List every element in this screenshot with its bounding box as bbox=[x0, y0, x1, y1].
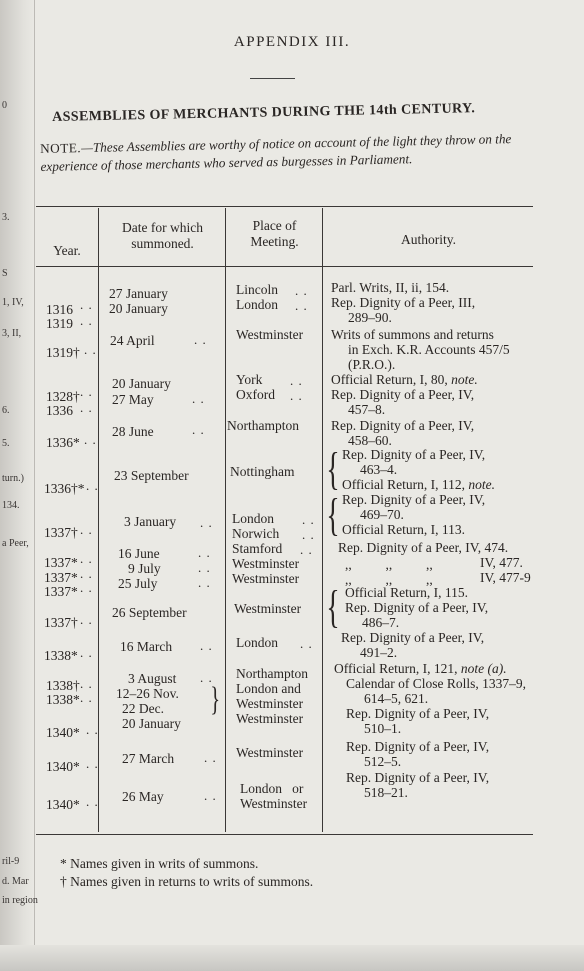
margin-fragment: ril-9 bbox=[2, 856, 20, 867]
place-cell: Oxford bbox=[236, 387, 275, 402]
place-cell: Northampton bbox=[227, 418, 299, 433]
authority-cell: in Exch. K.R. Accounts 457/5 bbox=[348, 342, 510, 357]
date-cell: 3 August bbox=[128, 671, 177, 686]
authority-cell: 491–2. bbox=[360, 645, 398, 660]
year-cell: 1337* bbox=[44, 555, 78, 570]
authority-cell: IV, 477-9 bbox=[480, 570, 531, 585]
date-cell: 26 May bbox=[122, 789, 164, 804]
page-edge-shadow bbox=[0, 945, 584, 971]
margin-fragment: a Peer, bbox=[2, 538, 29, 549]
leader-dots: . . bbox=[80, 297, 93, 312]
date-cell: 16 June bbox=[118, 546, 160, 561]
year-cell: 1316 bbox=[46, 302, 73, 317]
authority-cell: 518–21. bbox=[364, 785, 408, 800]
note-text: —These Assemblies are worthy of notice on account of the light they throw on the experience of those merchants who served as burgesses in Parliament. bbox=[40, 131, 512, 174]
margin-fragment: in region bbox=[2, 895, 38, 906]
date-cell: 28 June bbox=[112, 424, 154, 439]
place-cell: Norwich bbox=[232, 526, 280, 541]
leader-dots: . . bbox=[84, 342, 97, 357]
year-cell: 1319† bbox=[46, 345, 80, 360]
leader-dots: . . bbox=[290, 388, 303, 403]
authority-cell bbox=[331, 373, 478, 387]
year-cell: 1338* bbox=[46, 692, 80, 707]
margin-fragment: 134. bbox=[2, 500, 20, 511]
margin-fragment: 1, IV, bbox=[2, 297, 24, 308]
authority-text: Official Return, I, 112, bbox=[342, 477, 465, 492]
place-cell: London bbox=[236, 635, 278, 650]
authority-cell: 486–7. bbox=[362, 615, 400, 630]
year-cell: 1337† bbox=[44, 525, 78, 540]
leader-dots: . . bbox=[200, 515, 213, 530]
place-cell: Westminster bbox=[236, 327, 304, 342]
leader-dots: . . bbox=[295, 283, 308, 298]
leader-dots: . . bbox=[300, 542, 313, 557]
authority-cell: Rep. Dignity of a Peer, III, bbox=[331, 295, 476, 310]
leader-dots: . . bbox=[80, 522, 93, 537]
note-lead: NOTE. bbox=[40, 140, 82, 156]
table-top-rule bbox=[36, 206, 533, 207]
leader-dots: . . bbox=[300, 636, 313, 651]
authority-cell: 463–4. bbox=[360, 462, 398, 477]
column-divider bbox=[322, 208, 323, 832]
authority-text: Official Return, I, 80, bbox=[331, 372, 448, 387]
year-cell: 1338† bbox=[46, 678, 80, 693]
place-cell: Westminster bbox=[232, 556, 300, 571]
date-cell: 3 January bbox=[124, 514, 177, 529]
header-rule bbox=[250, 78, 295, 79]
appendix-header: APPENDIX III. bbox=[233, 34, 351, 50]
leader-dots: . . bbox=[198, 545, 211, 560]
authority-cell: Calendar of Close Rolls, 1337–9, bbox=[346, 676, 526, 691]
leader-dots: . . bbox=[84, 432, 97, 447]
date-cell: 26 September bbox=[112, 605, 187, 620]
place-cell: Stamford bbox=[232, 541, 283, 556]
leader-dots: . . bbox=[86, 794, 99, 809]
table-title: ASSEMBLIES OF MERCHANTS DURING THE 14th CENTURY. bbox=[52, 101, 476, 125]
authority-cell: Official Return, I, 115. bbox=[345, 585, 468, 600]
year-cell: 1337† bbox=[44, 615, 78, 630]
authority-note: note (a). bbox=[460, 661, 507, 676]
date-cell: 20 January bbox=[109, 301, 168, 316]
footnote-dagger: † Names given in returns to writs of summons. bbox=[60, 874, 314, 889]
bracket-glyph: { bbox=[326, 581, 340, 632]
authority-cell: Rep. Dignity of a Peer, IV, bbox=[342, 447, 486, 462]
authority-cell: 469–70. bbox=[360, 507, 404, 522]
authority-cell: Rep. Dignity of a Peer, IV, bbox=[331, 418, 475, 433]
authority-cell: 289–90. bbox=[348, 310, 392, 325]
margin-fragment: 0 bbox=[2, 100, 7, 111]
year-cell: 1328† bbox=[46, 389, 80, 404]
leader-dots: . . bbox=[192, 391, 205, 406]
place-cell: Lincoln bbox=[236, 282, 278, 297]
place-cell: Northampton bbox=[236, 666, 308, 681]
authority-cell: Rep. Dignity of a Peer, IV, 474. bbox=[338, 540, 509, 555]
date-cell: 16 March bbox=[120, 639, 173, 654]
leader-dots: . . bbox=[86, 722, 99, 737]
leader-dots: . . bbox=[80, 612, 93, 627]
year-cell: 1338* bbox=[44, 648, 78, 663]
leader-dots: . . bbox=[80, 645, 93, 660]
margin-fragment: turn.) bbox=[2, 473, 24, 484]
leader-dots: . . bbox=[80, 313, 93, 328]
authority-cell: IV, 477. bbox=[480, 555, 523, 570]
place-cell: London or bbox=[240, 781, 304, 796]
date-cell: 20 January bbox=[122, 716, 181, 731]
authority-cell: Rep. Dignity of a Peer, IV, bbox=[345, 600, 489, 615]
footnote-star: * Names given in writs of summons. bbox=[60, 856, 259, 871]
ditto-marks: ,, ,, ,, bbox=[345, 572, 433, 587]
date-cell: 9 July bbox=[128, 561, 161, 576]
leader-dots: . . bbox=[86, 478, 99, 493]
margin-fragment: S bbox=[2, 268, 8, 279]
date-cell: 25 July bbox=[118, 576, 158, 591]
leader-dots: . . bbox=[290, 373, 303, 388]
year-cell: 1319 bbox=[46, 316, 73, 331]
margin-fragment: 3, II, bbox=[2, 328, 22, 339]
date-cell: 23 September bbox=[114, 468, 189, 483]
place-cell: London and bbox=[236, 681, 301, 696]
leader-dots: . . bbox=[200, 638, 213, 653]
date-cell: 12–26 Nov. bbox=[116, 686, 179, 701]
place-cell: Westminster bbox=[232, 571, 300, 586]
leader-dots: . . bbox=[80, 580, 93, 595]
year-cell: 1340* bbox=[46, 797, 80, 812]
year-cell: 1336 bbox=[46, 403, 73, 418]
leader-dots: . . bbox=[198, 560, 211, 575]
facing-page-margin bbox=[0, 0, 38, 971]
leader-dots: . . bbox=[200, 670, 213, 685]
leader-dots: . . bbox=[80, 566, 93, 581]
table-bottom-rule bbox=[36, 834, 533, 835]
authority-text: Official Return, I, 121, bbox=[334, 661, 458, 676]
leader-dots: . . bbox=[80, 676, 93, 691]
place-cell: Westminster bbox=[240, 796, 308, 811]
column-header-place: Place of Meeting. bbox=[250, 218, 299, 249]
year-cell: 1340* bbox=[46, 725, 80, 740]
note-paragraph bbox=[40, 130, 539, 176]
margin-fragment: 5. bbox=[2, 438, 10, 449]
column-header-date: Date for which summoned. bbox=[122, 220, 203, 251]
column-divider bbox=[225, 208, 226, 832]
authority-cell: Rep. Dignity of a Peer, IV, bbox=[342, 492, 486, 507]
place-cell: Westminster bbox=[234, 601, 302, 616]
authority-cell: Rep. Dignity of a Peer, IV, bbox=[346, 739, 490, 754]
authority-cell: 614–5, 621. bbox=[364, 691, 429, 706]
authority-cell: Rep. Dignity of a Peer, IV, bbox=[346, 770, 490, 785]
year-cell: 1336* bbox=[46, 435, 80, 450]
date-cell: 27 May bbox=[112, 392, 154, 407]
leader-dots: . . bbox=[295, 298, 308, 313]
authority-cell: Writs of summons and returns bbox=[331, 327, 494, 342]
bracket-glyph: { bbox=[326, 489, 340, 540]
place-cell: London bbox=[236, 297, 278, 312]
margin-fragment: 6. bbox=[2, 405, 10, 416]
year-cell: 1340* bbox=[46, 759, 80, 774]
authority-cell: 510–1. bbox=[364, 721, 402, 736]
ditto-marks: ,, ,, ,, bbox=[345, 557, 433, 572]
leader-dots: . . bbox=[302, 527, 315, 542]
margin-fragment: d. Mar bbox=[2, 876, 29, 887]
authority-cell bbox=[334, 662, 507, 676]
authority-cell: Rep. Dignity of a Peer, IV, bbox=[346, 706, 490, 721]
date-cell: 22 Dec. bbox=[122, 701, 164, 716]
date-cell: 20 January bbox=[112, 376, 171, 391]
place-cell: Westminster bbox=[236, 745, 304, 760]
column-header-authority: Authority. bbox=[401, 232, 456, 247]
leader-dots: . . bbox=[194, 332, 207, 347]
place-cell: York bbox=[236, 372, 263, 387]
date-cell: 24 April bbox=[110, 333, 155, 348]
leader-dots: . . bbox=[80, 400, 93, 415]
year-cell: 1337* bbox=[44, 584, 78, 599]
authority-note: note. bbox=[468, 477, 495, 492]
leader-dots: . . bbox=[204, 750, 217, 765]
date-cell: 27 January bbox=[109, 286, 168, 301]
bracket-glyph: } bbox=[210, 681, 221, 718]
place-cell: Westminster bbox=[236, 711, 304, 726]
year-cell: 1337* bbox=[44, 570, 78, 585]
authority-cell: 458–60. bbox=[348, 433, 392, 448]
authority-note: note. bbox=[451, 372, 478, 387]
authority-cell: (P.R.O.). bbox=[348, 357, 396, 372]
authority-cell: Rep. Dignity of a Peer, IV, bbox=[341, 630, 485, 645]
margin-fragment: 3. bbox=[2, 212, 10, 223]
authority-cell: Official Return, I, 113. bbox=[342, 522, 465, 537]
leader-dots: . . bbox=[204, 788, 217, 803]
place-cell: Westminster bbox=[236, 696, 304, 711]
authority-cell: 457–8. bbox=[348, 402, 386, 417]
bracket-glyph: { bbox=[326, 443, 340, 494]
column-divider bbox=[98, 208, 99, 832]
leader-dots: . . bbox=[198, 575, 211, 590]
leader-dots: . . bbox=[86, 756, 99, 771]
date-cell: 27 March bbox=[122, 751, 175, 766]
authority-cell: Rep. Dignity of a Peer, IV, bbox=[331, 387, 475, 402]
authority-cell: Parl. Writs, II, ii, 154. bbox=[331, 280, 450, 295]
column-header-year: Year. bbox=[53, 243, 81, 258]
authority-cell: 512–5. bbox=[364, 754, 402, 769]
leader-dots: . . bbox=[192, 422, 205, 437]
table-header-rule bbox=[36, 266, 533, 267]
authority-cell bbox=[342, 478, 495, 492]
leader-dots: . . bbox=[80, 384, 93, 399]
leader-dots: . . bbox=[80, 690, 93, 705]
place-cell: London bbox=[232, 511, 274, 526]
leader-dots: . . bbox=[302, 512, 315, 527]
leader-dots: . . bbox=[80, 551, 93, 566]
place-cell: Nottingham bbox=[230, 464, 295, 479]
year-cell: 1336†* bbox=[44, 481, 85, 496]
